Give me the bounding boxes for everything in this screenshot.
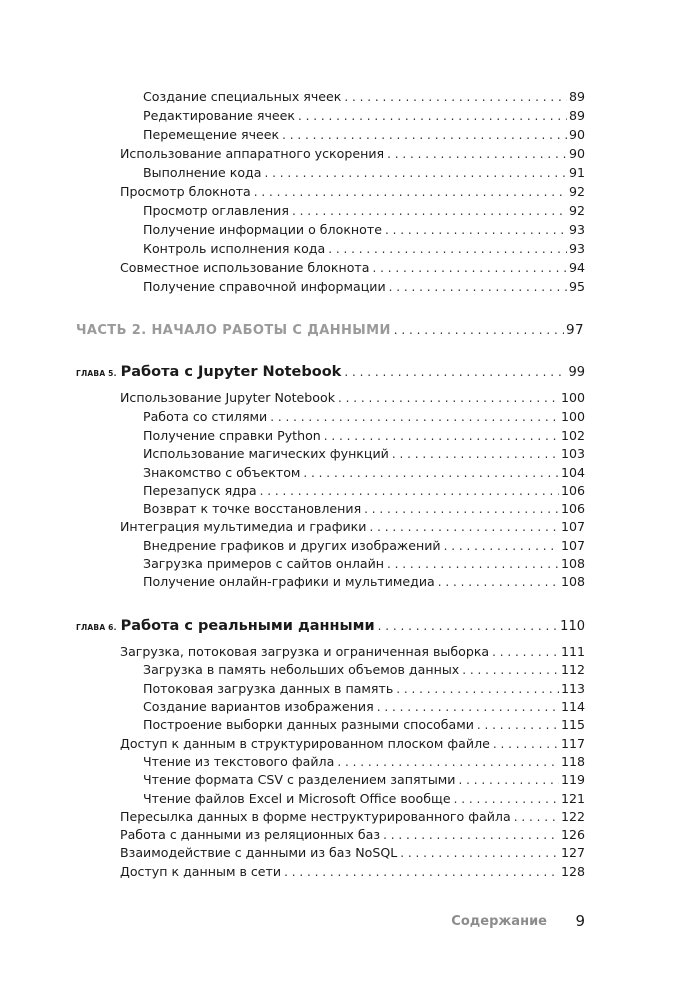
toc-entry-page: 104	[560, 465, 585, 480]
toc-entry-title: Чтение файлов Excel и Microsoft Office вообще	[143, 791, 451, 806]
dot-leader	[344, 360, 566, 384]
toc-entry-page: 106	[560, 483, 585, 498]
toc-entry-page: 127	[560, 845, 585, 860]
toc-entry-page: 106	[560, 501, 585, 516]
dot-leader	[303, 463, 559, 483]
toc-entry-title: Чтение формата CSV с разделением запятыми	[143, 772, 456, 787]
toc-entry-title: Редактирование ячеек	[143, 108, 296, 123]
toc-entry[interactable]	[143, 679, 585, 699]
toc-entry-title: Интеграция мультимедиа и графики	[120, 519, 367, 534]
dot-leader	[454, 789, 559, 809]
toc-entry[interactable]	[143, 499, 585, 519]
toc-entry-page: 93	[568, 222, 585, 237]
chapter-title: Работа с реальными данными	[120, 618, 375, 634]
toc-entry-page: 90	[568, 127, 585, 142]
chapter-page: 110	[560, 619, 585, 634]
part-page: 97	[566, 322, 584, 338]
toc-entry[interactable]	[120, 642, 585, 662]
toc-entry[interactable]	[143, 87, 585, 107]
dot-leader	[377, 697, 559, 717]
toc-entry-title: Построение выборки данных разными способами	[143, 717, 474, 732]
toc-entry-page: 107	[560, 519, 585, 534]
dot-leader	[254, 182, 567, 202]
toc-entry[interactable]	[143, 715, 585, 735]
dot-leader	[389, 277, 567, 297]
toc-entry-title: Загрузка, потоковая загрузка и ограниченная выборка	[120, 644, 490, 659]
toc-entry-page: 113	[560, 681, 585, 696]
toc-entry-title: Получение справки Python	[143, 428, 321, 443]
toc-entry[interactable]	[143, 125, 585, 145]
chapter-page: 99	[568, 365, 585, 380]
toc-entry-page: 112	[560, 662, 585, 677]
toc-entry-page: 119	[560, 772, 585, 787]
toc-entry-title: Использование аппаратного ускорения	[120, 146, 385, 161]
toc-entry[interactable]	[143, 444, 585, 464]
toc-entry-title: Доступ к данным в сети	[120, 864, 282, 879]
part-heading[interactable]	[76, 319, 584, 341]
dot-leader	[292, 201, 567, 221]
dot-leader	[458, 770, 558, 790]
toc-entry[interactable]	[143, 106, 585, 126]
toc-entry-page: 89	[568, 108, 585, 123]
toc-entry-page: 91	[568, 165, 585, 180]
dot-leader	[400, 843, 559, 863]
toc-entry-page: 90	[568, 146, 585, 161]
toc-entry-title: Создание вариантов изображения	[143, 699, 374, 714]
dot-leader	[514, 807, 559, 827]
toc-entry-page: 118	[560, 754, 585, 769]
chapter-title: Работа с Jupyter Notebook	[120, 364, 342, 380]
toc-entry-page: 93	[568, 241, 585, 256]
chapter-label: ГЛАВА 5.	[76, 369, 117, 378]
toc-entry[interactable]	[143, 752, 585, 772]
toc-entry-page: 117	[560, 736, 585, 751]
toc-entry[interactable]	[120, 807, 585, 827]
toc-entry-page: 115	[560, 717, 585, 732]
toc-entry-page: 103	[560, 446, 585, 461]
toc-entry-page: 92	[568, 184, 585, 199]
toc-entry[interactable]	[120, 388, 585, 408]
dot-leader	[328, 239, 567, 259]
dot-leader	[392, 444, 559, 464]
dot-leader	[282, 125, 567, 145]
dot-leader	[364, 499, 559, 519]
dot-leader	[264, 163, 567, 183]
dot-leader	[344, 87, 567, 107]
dot-leader	[387, 144, 567, 164]
toc-entry-page: 100	[560, 390, 585, 405]
dot-leader	[394, 319, 564, 341]
toc-entry[interactable]	[143, 697, 585, 717]
dot-leader	[385, 220, 567, 240]
toc-entry-page: 95	[568, 279, 585, 294]
toc-entry-title: Знакомство с объектом	[143, 465, 301, 480]
part-title: ЧАСТЬ 2. НАЧАЛО РАБОТЫ С ДАННЫМИ	[76, 323, 391, 338]
toc-entry-title: Загрузка в память небольших объемов данных	[143, 662, 460, 677]
toc-entry[interactable]	[120, 182, 585, 202]
dot-leader	[337, 752, 559, 772]
toc-entry-title: Потоковая загрузка данных в память	[143, 681, 394, 696]
toc-entry-title: Контроль исполнения кода	[143, 241, 326, 256]
toc-entry-title: Использование Jupyter Notebook	[120, 390, 335, 405]
toc-entry-page: 108	[560, 556, 585, 571]
toc-entry-title: Взаимодействие с данными из баз NoSQL	[120, 845, 398, 860]
toc-entry[interactable]	[143, 277, 585, 297]
toc-entry-page: 107	[560, 538, 585, 553]
toc-entry[interactable]	[143, 536, 585, 556]
toc-entry-page: 102	[560, 428, 585, 443]
toc-entry-title: Получение информации о блокноте	[143, 222, 382, 237]
toc-entry[interactable]	[143, 554, 585, 574]
toc-entry[interactable]	[120, 258, 585, 278]
toc-entry-title: Просмотр блокнота	[120, 184, 251, 199]
toc-entry-page: 94	[568, 260, 585, 275]
toc-entry-title: Перемещение ячеек	[143, 127, 280, 142]
toc-entry-title: Чтение из текстового файла	[143, 754, 335, 769]
toc-entry[interactable]	[143, 660, 585, 680]
toc-entry[interactable]	[143, 201, 585, 221]
dot-leader	[260, 481, 559, 501]
toc-entry-title: Доступ к данным в структурированном плоском файле	[120, 736, 490, 751]
dot-leader	[383, 825, 559, 845]
toc-entry-title: Возврат к точке восстановления	[143, 501, 362, 516]
dot-leader	[369, 517, 558, 537]
toc-entry-title: Перезапуск ядра	[143, 483, 257, 498]
toc-entry-title: Работа с данными из реляционных баз	[120, 827, 381, 842]
dot-leader	[324, 426, 559, 446]
toc-entry-title: Получение справочной информации	[143, 279, 386, 294]
dot-leader	[492, 642, 559, 662]
chapter-heading[interactable]	[76, 614, 585, 638]
toc-entry[interactable]	[143, 789, 585, 809]
toc-entry-page: 122	[560, 809, 585, 824]
toc-entry[interactable]	[120, 144, 585, 164]
toc-entry-title: Внедрение графиков и других изображений	[143, 538, 441, 553]
dot-leader	[462, 660, 559, 680]
dot-leader	[270, 407, 559, 427]
toc-entry-page: 92	[568, 203, 585, 218]
toc-entry-title: Просмотр оглавления	[143, 203, 289, 218]
toc-entry-title: Получение онлайн-графики и мультимедиа	[143, 574, 435, 589]
toc-entry-title: Пересылка данных в форме неструктурированного файла	[120, 809, 511, 824]
toc-entry[interactable]	[143, 481, 585, 501]
toc-entry-page: 128	[560, 864, 585, 879]
dot-leader	[378, 614, 559, 638]
toc-entry-page: 114	[560, 699, 585, 714]
toc-entry-page: 89	[568, 89, 585, 104]
dot-leader	[396, 679, 559, 699]
toc-entry-page: 108	[560, 574, 585, 589]
toc-entry[interactable]	[120, 734, 585, 754]
dot-leader	[338, 388, 559, 408]
dot-leader	[444, 536, 559, 556]
dot-leader	[438, 572, 559, 592]
toc-entry[interactable]	[143, 163, 585, 183]
toc-entry-page: 126	[560, 827, 585, 842]
running-footer-label: Содержание	[451, 914, 547, 929]
toc-entry[interactable]	[143, 426, 585, 446]
toc-entry-page: 100	[560, 409, 585, 424]
toc-entry-title: Совместное использование блокнота	[120, 260, 370, 275]
dot-leader	[372, 258, 566, 278]
toc-entry[interactable]	[143, 407, 585, 427]
toc-entry-title: Работа со стилями	[143, 409, 268, 424]
chapter-heading[interactable]	[76, 360, 585, 384]
dot-leader	[387, 554, 559, 574]
toc-entry[interactable]	[120, 843, 585, 863]
toc-entry[interactable]	[143, 572, 585, 592]
page-number: 9	[575, 912, 585, 930]
toc-entry[interactable]	[120, 825, 585, 845]
toc-entry-title: Использование магических функций	[143, 446, 389, 461]
toc-entry[interactable]	[143, 770, 585, 790]
toc-entry[interactable]	[143, 239, 585, 259]
toc-entry-title: Выполнение кода	[143, 165, 262, 180]
dot-leader	[477, 715, 559, 735]
toc-entry[interactable]	[120, 862, 585, 882]
toc-entry[interactable]	[143, 220, 585, 240]
chapter-label: ГЛАВА 6.	[76, 623, 117, 632]
toc-entry[interactable]	[143, 463, 585, 483]
toc-entry-page: 121	[560, 791, 585, 806]
toc-entry-page: 111	[560, 644, 585, 659]
toc-entry[interactable]	[120, 517, 585, 537]
dot-leader	[298, 106, 567, 126]
dot-leader	[493, 734, 559, 754]
toc-entry-title: Создание специальных ячеек	[143, 89, 342, 104]
toc-entry-title: Загрузка примеров с сайтов онлайн	[143, 556, 385, 571]
dot-leader	[284, 862, 559, 882]
